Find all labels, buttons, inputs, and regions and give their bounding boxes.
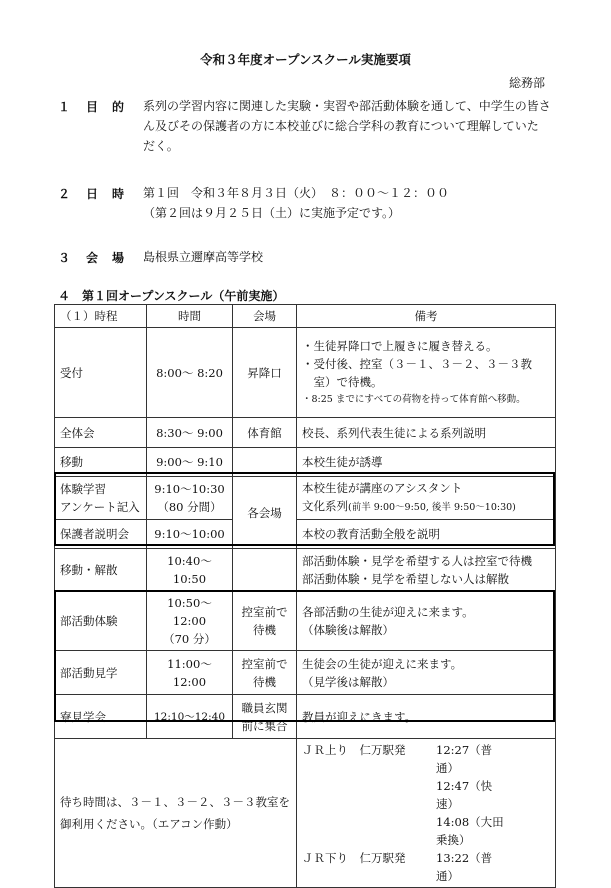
note-text-small: (前半 9:00～9:50, 後半 9:50～10:30) [348,502,516,513]
venue-cell: 体育館 [233,418,297,448]
section-1-line: 系列の学習内容に関連した実験・実習や部活動体験を通して、中学生の皆さ [143,99,551,113]
notes-cell [297,328,556,418]
section-4-title: ４ 第１回オープンスクール（午前実施） [58,289,285,303]
event-cell: 部活動体験 [55,592,147,651]
train-departure: 14:08 [436,815,470,829]
waiting-room-cell: 待ち時間は、３－１、３－２、３－３教室を御利用ください。（エアコン作動） [55,739,297,888]
table-header-row [55,305,556,328]
note-line: 部活動体験・見学を希望しない人は解散 [302,572,509,586]
time-cell: 12:10～12:40 [147,695,233,739]
time-cell: 10:50～12:00 （70 分） [147,592,233,651]
section-3-line: 島根県立邇摩高等学校 [143,250,264,264]
venue-cell: 控室前で 待機 [233,651,297,695]
note-line: 各部活動の生徒が迎えに来ます。 [302,605,474,619]
event-cell: 移動・解散 [55,549,147,592]
time-cell: 9:00～ 9:10 [147,448,233,477]
venue-cell: 控室前で 待機 [233,592,297,651]
note-line [302,497,550,517]
time-cell: 8:00～ 8:20 [147,328,233,418]
note-line: 室）で待機。 [302,374,383,389]
notes-cell [297,477,556,520]
section-2-line: 第１回 令和３年８月３日（火） ８：００～１２：００ [143,186,450,200]
train-type: （快速） [436,779,493,811]
time-cell: 9:10～10:00 [147,520,233,549]
train-route: ＪＲ下り 仁万駅発 [302,851,406,865]
document-title: 令和３年度オープンスクール実施要項 [200,52,411,67]
train-type: （大田乗換） [436,815,504,847]
section-3-number: ３ [58,251,71,265]
section-2-number: ２ [58,187,71,201]
train-time [436,849,506,885]
notes-cell: 本校の教育活動全般を説明 [297,520,556,549]
table-row [55,520,556,549]
notes-cell: 本校生徒が誘導 [297,448,556,477]
venue-cell [233,549,297,592]
notes-cell: 校長、系列代表生徒による系列説明 [297,418,556,448]
note-line: ・受付後、控室（３－１、３－２、３－３教 [302,356,532,371]
table-row [55,418,556,448]
venue-cell: 各会場 [233,477,297,549]
train-type: （普通） [436,743,493,775]
time-cell: 11:00～12:00 [147,651,233,695]
event-cell: 移動 [55,448,147,477]
header-cell: 備考 [297,305,556,328]
section-1-line: だく。 [143,139,179,153]
notes-cell [297,651,556,695]
event-cell: 寮見学会 [55,695,147,739]
header-cell: 会場 [233,305,297,328]
train-cell [297,739,556,888]
notes-cell [297,549,556,592]
section-1-label: 目的 [86,100,139,114]
train-time [436,777,506,813]
train-time [436,741,506,777]
table-row [55,477,556,520]
section-2-line: （第２回は９月２５日（土）に実施予定です。） [143,206,401,220]
train-departure: 12:27 [436,743,470,757]
table-row [55,739,556,888]
train-type: （普通） [436,851,493,883]
note-line: 生徒会の生徒が迎えに来ます。 [302,656,463,671]
event-cell: 全体会 [55,418,147,448]
section-1-body [143,96,551,156]
time-cell: 8:30～ 9:00 [147,418,233,448]
section-2-body [143,183,449,223]
event-cell: 保護者説明会 [55,520,147,549]
time-cell: 10:40～10:50 [147,549,233,592]
event-cell: 受付 [55,328,147,418]
train-time [436,813,506,849]
venue-cell [233,448,297,477]
note-line: 部活動体験・見学を希望する人は控室で待機 [302,554,532,568]
section-2-label: 日時 [86,187,139,201]
event-cell: 体験学習 アンケート記入 [55,477,147,520]
train-route [302,777,432,813]
notes-cell [297,592,556,651]
event-cell: 部活動見学 [55,651,147,695]
department-label: 総務部 [508,76,545,90]
venue-cell: 昇降口 [233,328,297,418]
note-line: （見学後は解散） [302,674,394,689]
note-line: 本校生徒が講座のアシスタント [302,481,463,495]
note-text: 文化系列 [302,499,348,513]
time-cell: 9:10～10:30 （80 分間） [147,477,233,520]
section-1-number: １ [58,100,71,114]
table-row [55,328,556,418]
note-line-small: ・8:25 までにすべての荷物を持って体育館へ移動。 [302,393,526,405]
train-schedule [302,741,550,885]
train-departure: 12:47 [436,779,470,793]
table-row [55,651,556,695]
table-row [55,695,556,739]
train-departure: 13:22 [436,851,470,865]
table-row [55,448,556,477]
note-line: ・生徒昇降口で上履きに履き替える。 [302,338,498,353]
schedule-table [54,304,556,888]
train-route [302,813,432,849]
notes-cell: 教員が迎えにきます。 [297,695,556,739]
note-line: （体験後は解散） [302,623,394,637]
header-cell: （１）時程 [55,305,147,328]
table-row [55,592,556,651]
header-cell: 時間 [147,305,233,328]
section-3-label: 会場 [86,251,139,265]
venue-cell: 職員玄関 前に集合 [233,695,297,739]
train-route: ＪＲ上り 仁万駅発 [302,743,406,757]
table-row [55,549,556,592]
section-1-line: ん及びその保護者の方に本校並びに総合学科の教育について理解していた [143,119,539,133]
section-3-body [143,247,263,267]
